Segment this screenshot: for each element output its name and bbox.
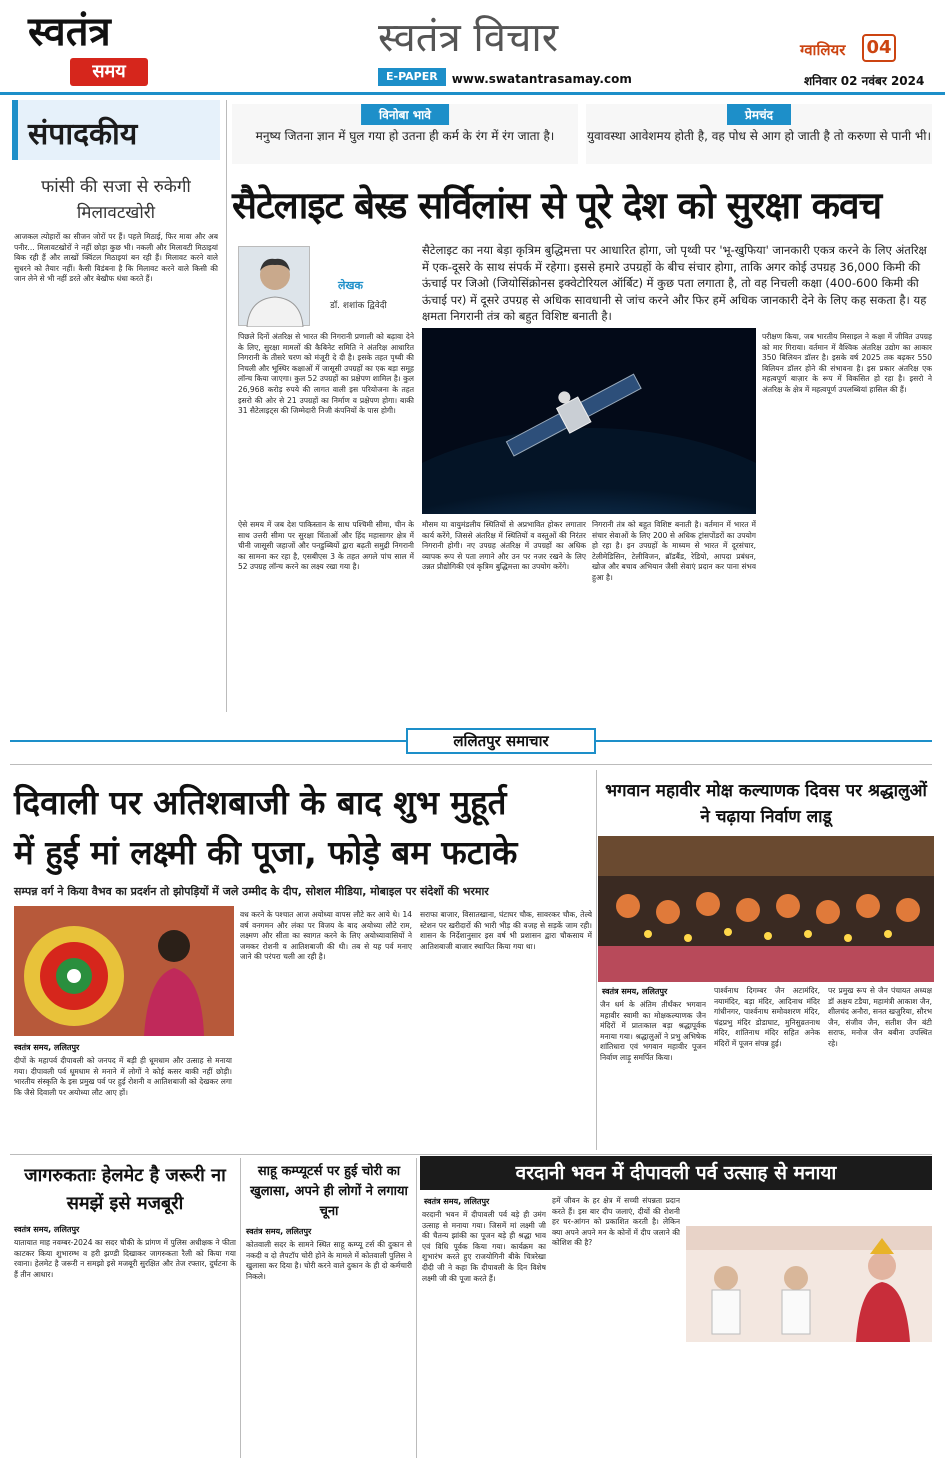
vardani-body-3 xyxy=(686,1346,806,1458)
section-bar xyxy=(10,728,932,754)
site-url[interactable]: www.swatantrasamay.com xyxy=(451,72,632,86)
mahavir-credit: स्वतंत्र समय, ललितपुर xyxy=(602,987,668,996)
computer-credit: स्वतंत्र समय, ललितपुर xyxy=(246,1227,312,1236)
celebration-icon xyxy=(686,1226,932,1342)
author-photo xyxy=(238,246,310,326)
author-name: डॉ. शशांक द्विवेदी xyxy=(330,301,387,311)
epaper-tag: E-PAPER xyxy=(378,68,446,86)
edition-city: ग्वालियर xyxy=(800,41,846,59)
quote-author: प्रेमचंद xyxy=(727,104,791,125)
quote-author: विनोबा भावे xyxy=(361,104,449,125)
diwali-body-2: वध करने के पश्चात आज अयोध्या वापस लौटे कर आये थे। 14 वर्ष वनगमन और लंका पर विजय के बाद अयोध्या लौटे राम, लक्ष्मण और सीता का स्वागत करने के लिए अयोध्यावासियों ने जमकर रोशनी व आतिशबाजी की थी। तब से यह पर्व मनाए जाने की परंपरा चली आ रही है। xyxy=(240,910,412,962)
editorial-headline: फांसी की सजा से रुकेगी मिलावटखोरी xyxy=(41,177,191,223)
quote-text: युवावस्था आवेशमय होती है, वह पोध से आग हो जाती है तो करुणा से पानी भी। xyxy=(587,129,931,143)
vardani-headline: वरदानी भवन में दीपावली पर्व उत्साह से मनाया xyxy=(420,1156,932,1190)
section-rule xyxy=(596,740,932,742)
quote-text: मनुष्य जितना ज्ञान में घुल गया हो उतना ही कर्म के रंग में रंग जाता है। xyxy=(255,129,555,143)
satellite-icon xyxy=(422,328,756,514)
masthead-title: स्वतंत्र विचार xyxy=(378,15,559,61)
vardani-body-1: वरदानी भवन में दीपावली पर्व बड़े ही उमंग उत्साह से मनाया गया। जिसमें मां लक्ष्मी जी की चैतन्य झांकी का पूजन बड़े ही श्रद्धा भाव एवं विधि पूर्वक किया गया। कार्यक्रम का शुभारंभ करते हुए राजयोगिनी बीके चित्ररेखा दीदी जी ने कहा कि दीपावली के दिन विशेष लक्ष्मी जी की पूजा करते हैं। xyxy=(422,1210,546,1283)
mahavir-headline: भगवान महावीर मोक्ष कल्याणक दिवस पर श्रद्धालुओं ने चढ़ाया निर्वाण लाडू xyxy=(605,781,927,827)
person-icon xyxy=(239,247,311,327)
helmet-credit: स्वतंत्र समय, ललितपुर xyxy=(14,1225,80,1234)
computer-body: कोतवाली सदर के सामने स्थित साहू कम्प्यू टर्स की दुकान से नकदी व दो लैपटॉप चोरी होने के मामले में कोतवाली पुलिस ने खुलासा कर दिया है। चोरी करने वाले दुकान के ही दो कर्मचारी निकले। xyxy=(246,1240,412,1281)
diwali-headline-line1: दिवाली पर अतिशबाजी के बाद शुभ मुहूर्त xyxy=(14,783,507,822)
quote-box-vinoba xyxy=(232,104,578,164)
story-deck: सैटेलाइट का नया बेड़ा कृत्रिम बुद्धिमत्ता पर आधारित होगा, जो पृथ्वी पर 'भू-खुफिया' जानकारी एकत्र करने के लिए अंतरिक्ष में एक-दूसरे के साथ संपर्क में रहेगा। इससे हमारे उपग्रहों के बीच संचार होगा, ताकि अगर कोई उपग्रह 36,000 किमी की ऊंचाई पर जिओ (जियोसिंक्रोनस इक्वेटोरियल ऑर्बिट) में कुछ पता लगाता है, तो वह निचली कक्षा (400-600 किमी की ऊंचाई पर) में दूसरे उपग्रह से अधिक सावधानी से जांच करने और फिर हमें अधिक जानकारी देने के लिए कह सकता है। यह क्षमता निगरानी तंत्र को बहुत विशिष्ट बनाती है। xyxy=(422,243,927,323)
story-column-4: निगरानी तंत्र को बहुत विशिष्ट बनाती है। वर्तमान में भारत में संचार सेवाओं के लिए 200 से अधिक ट्रांसपोंडरों का उपयोग हो रहा है। इन उपग्रहों के माध्यम से भारत में दूरसंचार, टेलीमेडिसिन, टेलीविजन, ब्रॉडबैंड, रेडियो, आपदा प्रबंधन, खोज और बचाव अभियान जैसी सेवाएं प्रदान कर पाना संभव हुआ है। xyxy=(592,520,756,582)
story-column-5: परीक्षण किया, जब भारतीय मिसाइल ने कक्षा में जीवित उपग्रह को मार गिराया। वर्तमान में वैश्विक अंतरिक्ष उद्योग का आकार 350 बिलियन डॉलर है। इसके वर्ष 2025 तक बढ़कर 550 बिलियन डॉलर होने की संभावना है। इस प्रकार अंतरिक्ष एक महत्वपूर्ण बाज़ार के रूप में विकसित हो रहा है। इसरो ने अंतरिक्ष के क्षेत्र में महत्वपूर्ण उपलब्धियां हासिल की हैं। xyxy=(762,332,932,394)
divider xyxy=(10,1154,932,1155)
mahavir-body-3: पर प्रमुख रूप से जैन पंचायत अध्यक्ष डॉ अक्षय टडैया, महामंत्री आकाश जैन, शीलचंद अनौरा, सनत खजुरिया, सौरभ जैन, संजीव जैन, सतीश जैन बंटी सराफ, मनोज जैन बबीना उपस्थित रहे। xyxy=(828,986,932,1048)
helmet-body: यातायात माह नवम्बर-2024 का सदर चौकी के प्रांगण में पुलिस अधीक्षक ने फीता काटकर किया शुभारम्भ व हरी झण्डी दिखाकर जागरुकता रैली को किया गया रवाना। हेलमेट है जरूरी न समझो इसे मजबूरी सुरक्षित और तेज रफ्तार, दुर्घटना के हैं तीन आधार। xyxy=(14,1238,236,1279)
column-divider xyxy=(416,1158,417,1458)
header-rule xyxy=(0,92,945,95)
editorial-body: आजकल त्योहारों का सीजन जोरों पर हैं। पहले मिठाई, फिर मावा और अब पनीर... मिलावटखोरों ने नहीं छोड़ा कुछ भी। नकली और मिलावटी मिठाइयां बिक रही हैं और लाखों क्विंटल मिठाइयां बन रही हैं। मिलावट करने वाले सुधरने को तैयार नहीं। कैसी विडंबना है कि मिलावट करने वाले किसी की जान लेने से भी नहीं डरते और बेखौफ धंधा करते हैं। xyxy=(14,232,218,284)
satellite-image xyxy=(422,328,756,514)
helmet-headline: जागरुकताः हेलमेट है जरूरी ना समझें इसे मजबूरी xyxy=(24,1165,226,1214)
diwali-body-3: सराफा बाजार, विसातखाना, घंटाघर चौक, सावरकर चौक, तेल्वे स्टेशन पर खरीदारों की भारी भीड़ की वजह से सड़कें जाम रही। शासन के निर्देशानुसार इस वर्ष भी प्रशासन द्वारा चौकसाय में आतिशबाजी बाजार स्थापित किया गया था। xyxy=(420,910,592,951)
logo-wordmark: स्वतंत्र xyxy=(28,8,111,55)
mahavir-body-2: पार्श्वनाथ दिगम्बर जैन अटामंदिर, नयामंदिर, बड़ा मंदिर, आदिनाथ मंदिर गांधीनगर, पार्श्वनाथ समोवशरण मंदिर, चंद्रप्रभु मंदिर डोडाघाट, मुनिसुव्रतनाथ मंदिर, शांतिनाथ मंदिर सहित अनेक मंदिरों में पूजन संपन्न हुई। xyxy=(714,986,820,1048)
column-divider xyxy=(596,770,597,1150)
section-rule xyxy=(10,740,406,742)
diwali-subhead: सम्पन्न वर्ग ने किया वैभव का प्रदर्शन तो झोपड़ियों में जले उम्मीद के दीप, सोशल मीडिया, मोबाइल पर संदेशों की भरमार xyxy=(14,885,489,898)
diwali-credit: स्वतंत्र समय, ललितपुर xyxy=(14,1043,80,1052)
issue-date: शनिवार 02 नवंबर 2024 xyxy=(804,74,925,88)
author-role: लेखक xyxy=(338,279,363,292)
computer-headline: साहू कम्प्यूटर्स पर हुई चोरी का खुलासा, अपने ही लोगों ने लगाया चूना xyxy=(250,1164,408,1219)
rangoli-photo xyxy=(14,906,234,1036)
vardani-body-4 xyxy=(812,1346,932,1458)
editorial-title: संपादकीय xyxy=(28,117,138,152)
column-divider xyxy=(240,1158,241,1458)
divider xyxy=(10,764,932,765)
column-divider xyxy=(226,100,227,712)
diwali-body-1: दीपों के महापर्व दीपावली को जनपद में बड़ी ही धूमधाम और उत्साह से मनाया गया। दीपावली पर्व धूमधाम से मनाने में लोगों ने कोई कसर बाकी नहीं छोड़ी। भारतीय संस्कृति के इस प्रमुख पर्व पर हुई रोशनी व आतिशबाजी को देखकर लगा कि जैसे दिवाली पर अयोध्या लौट आए हों। xyxy=(14,1056,232,1097)
diwali-headline-line2: में हुई मां लक्ष्मी की पूजा, फोड़े बम फटाके xyxy=(14,833,518,872)
vardani-body-2: हमें जीवन के हर क्षेत्र में सच्ची संपन्नता प्रदान करते हैं। इस बार दीप जलाएं, दीयों की रोशनी हर घर-आंगन को प्रकाशित करती है। लेकिन क्या अपने अपने मन के कोनों में दीप जलाने की कोशिश की है? xyxy=(552,1196,680,1248)
epaper-bar xyxy=(378,68,694,86)
story-column-1: पिछले दिनों अंतरिक्ष से भारत की निगरानी प्रणाली को बढ़ावा देने के लिए, सुरक्षा मामलों की कैबिनेट समिति ने अंतरिक्ष आधारित निगरानी के तीसरे चरण को मंजूरी दे दी है। इसके तहत पृथ्वी की निचली और भूस्थिर कक्षाओं में जासूसी उपग्रहों का एक बड़ा समूह लॉन्च किया जाएगा। कुल 52 उपग्रहों का प्रक्षेपण शामिल है। कुल 26,968 करोड़ रुपये की लागत वाली इस परियोजना के तहत इसरो की ओर से 21 उपग्रहों का निर्माण व प्रक्षेपण होगा। बाकी 31 सैटेलाइट्स की जिम्मेदारी निजी कंपनियों के पास होगी। xyxy=(238,332,414,416)
vardani-photo xyxy=(686,1226,932,1342)
crowd-icon xyxy=(598,836,934,982)
mahavir-body-1: जैन धर्म के अंतिम तीर्थंकर भगवान महावीर स्वामी का मोक्षकल्याणक जैन मंदिरों में प्रातःकाल बड़ा श्रद्धापूर्वक मनाया गया। श्रद्धालुओं ने प्रभु अभिषेक शांतिधारा एवं भगवान महावीर पूजन निर्वाण लाड़ू समर्पित किया। xyxy=(600,1000,706,1062)
story-column-2: ऐसे समय में जब देश पाकिस्तान के साथ पश्चिमी सीमा, चीन के साथ उत्तरी सीमा पर सुरक्षा चिंताओं और हिंद महासागर क्षेत्र में चीनी जासूसी जहाजों और पनडुब्बियों द्वारा बढ़ती समुद्री निगरानी का सामना कर रहा है, एसबीएस 3 के तहत अगले पांच साल में 52 उपग्रह लॉन्च करने का लक्ष्य रखा गया है। xyxy=(238,520,414,708)
diwali-headline xyxy=(14,778,594,878)
quote-box-premchand xyxy=(586,104,932,164)
section-title: ललितपुर समाचार xyxy=(406,728,596,754)
story-column-3: मौसम या वायुमंडलीय स्थितियों से अप्रभावित होकर लगातार कार्य करेंगे, जिससे अंतरिक्ष में स्थितियों व वस्तुओं की निरंतर निगरानी होगी। नए उपग्रह अंतरिक्ष में उपग्रहों का अधिक व्यापक रूप से पता लगाने और उन पर नजर रखने के लिए उन्नत प्रौद्योगिकी एवं कृत्रिम बुद्धिमत्ता का उपयोग करेंगे। xyxy=(422,520,586,572)
logo-samay-badge: समय xyxy=(70,58,148,86)
rangoli-icon xyxy=(14,906,234,1036)
page-number: 04 xyxy=(862,34,896,62)
vardani-credit: स्वतंत्र समय, ललितपुर xyxy=(424,1197,490,1206)
mahavir-photo xyxy=(598,836,934,982)
main-headline: सैटेलाइट बेस्ड सर्विलांस से पूरे देश को सुरक्षा कवच xyxy=(232,184,882,227)
